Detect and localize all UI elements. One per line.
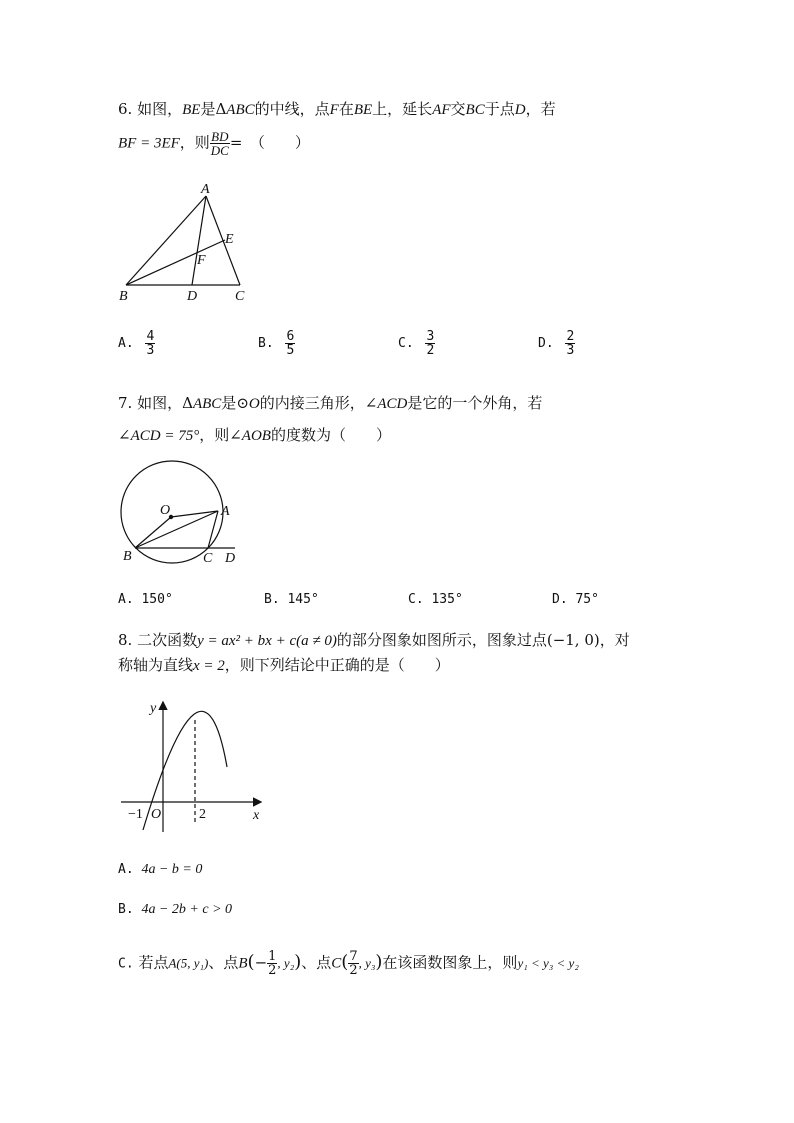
q6-line1: 6. 如图，BE是ΔABC的中线，点F在BE上，延长AF交BC于点D，若: [118, 100, 556, 118]
label-x: x: [253, 808, 260, 823]
q8-line1: 8. 二次函数y = ax² + bx + c(a ≠ 0)的部分图象如图所示，图象过点(−1, 0)，对: [118, 631, 630, 649]
q6-option-B[interactable]: B. $\frac{6}{5}$: [258, 329, 295, 358]
q6-option-C[interactable]: C. $\frac{3}{2}$: [398, 329, 435, 358]
label-O: O: [151, 807, 162, 822]
label-D: D: [187, 289, 198, 304]
q8-option-B[interactable]: B. 4a − 2b + c > 0: [118, 902, 233, 917]
q8-option-C[interactable]: C. 若点A(5, y₁)、点B(− $\frac{1}{2}$ , y₂)、点C( $\frac{7}{2}$ , y₃)在该函数图象上，则y₁ < y₃ < y₂: [118, 949, 579, 978]
q6-option-D[interactable]: D. $\frac{2}{3}$: [538, 329, 575, 358]
q7-line1: 7. 如图，ΔABC是⊙O的内接三角形，∠ACD是它的一个外角，若: [118, 394, 543, 412]
q6-number: 6.: [118, 100, 133, 118]
label-y: y: [150, 701, 157, 716]
label-C: C: [203, 551, 213, 566]
q8-line2: 称轴为直线x = 2，则下列结论中正确的是（ ）: [118, 656, 450, 674]
label-E: E: [225, 232, 234, 247]
q6-ratio-fraction: $\frac{BD}{DC}$: [210, 129, 229, 158]
q7-option-D[interactable]: D. 75°: [552, 592, 599, 607]
q7-number: 7.: [118, 394, 133, 412]
label-C: C: [235, 289, 245, 304]
label-B: B: [123, 549, 132, 564]
label-D: D: [225, 551, 236, 566]
label-O: O: [160, 503, 171, 518]
q7-option-B[interactable]: B. 145°: [264, 592, 319, 607]
label-F: F: [197, 253, 206, 268]
label-B: B: [119, 289, 128, 304]
q6-option-A[interactable]: A. $\frac{4}{3}$: [118, 329, 155, 358]
label-neg1: −1: [128, 807, 143, 822]
q8-option-A[interactable]: A. 4a − b = 0: [118, 862, 203, 877]
q6-line2: BF = 3EF，则 $\frac{BD}{DC}$ = （ ）: [118, 129, 310, 158]
label-A: A: [201, 182, 210, 197]
q7-circle-figure: [115, 460, 255, 570]
label-A: A: [221, 504, 230, 519]
label-2: 2: [199, 807, 206, 822]
q8-number: 8.: [118, 631, 133, 649]
q7-line2: ∠ACD = 75°，则∠AOB的度数为（ ）: [118, 426, 391, 444]
q8-parabola-figure: [115, 695, 275, 835]
q7-option-C[interactable]: C. 135°: [408, 592, 463, 607]
q6-triangle-figure: [110, 180, 270, 305]
q7-option-A[interactable]: A. 150°: [118, 592, 173, 607]
